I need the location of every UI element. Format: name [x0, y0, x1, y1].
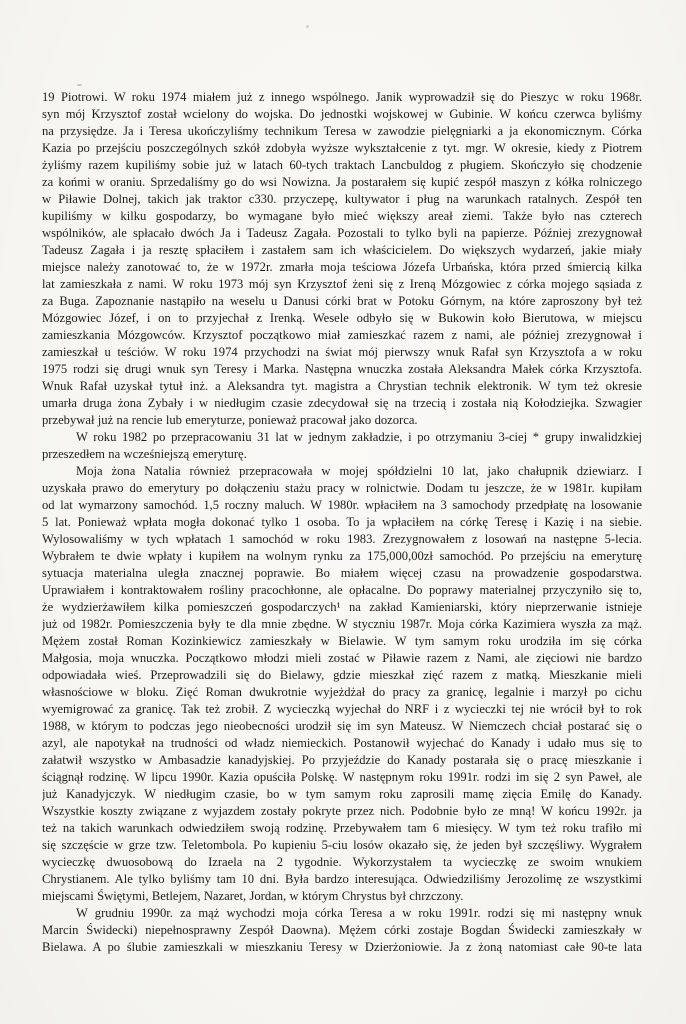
paragraph — [42, 463, 642, 905]
text-line: ściągnął rodzinę. W lipcu 1990r. Kazia opuściła Polskę. W następnym roku 1991r. rodzi im się 2 syn Paweł, ale — [42, 770, 642, 784]
text-line: azyl, ale napotykał na trudności od władz niemieckich. Postanowił wyjechać do Kanady i udało mus się to — [42, 736, 642, 750]
text-line: się szczęście w grze tzw. Teletombola. Po kupieniu 5-ciu losów okazało się, że jeden był szczęśliwy. Wygrałem — [42, 838, 642, 852]
text-line: od lat wymarzony samochód. 1,5 roczny maluch. W 1980r. wpłaciłem na 3 samochody przedpłatę na losowanie — [42, 498, 642, 512]
text-line: Mężem został Roman Kozinkiewicz zamieszkały w Bielawie. W tym samym roku urodziła im się córka — [42, 634, 642, 648]
text-line: za końmi w oraniu. Sprzedaliśmy go do wsi Nowizna. Ja postarałem się kupić zespół maszyn z kółka rolniczego — [42, 175, 642, 189]
paragraph — [42, 429, 642, 463]
text-line: 1975 rodzi się drugi wnuk syn Teresy i Marka. Następna wnuczka została Aleksandra Małek córka Krzysztofa. — [42, 362, 642, 376]
scan-speck — [77, 84, 82, 86]
text-line: 1988, w którym to podczas jego nieobecności urodził się im syn Mateusz. W Niemczech chciał postarać się o — [42, 719, 642, 733]
text-line: Uprawiałem i kontraktowałem rośliny pracochłonne, ale opłacalne. Do poprawy materialnej przyczyniło się to, — [42, 583, 642, 597]
text-line: też na takich warunkach odwiedziłem swoją rodzinę. Przebywałem tam 6 miesięcy. W tym też roku trafiło mi — [42, 821, 642, 835]
paragraph — [42, 89, 642, 429]
text-line: odpowiadała wieś. Przeprowadzili się do Bielawy, gdzie mieszkał zięć razem z matką. Mieszkanie mieli — [42, 668, 642, 682]
text-line: już Kanadyjczyk. W niedługim czasie, bo w tym samym roku zaprosili mamę zięcia Emilę do Kanady. — [42, 787, 642, 801]
text-line: Bielawa. A po ślubie zamieszkali w mieszkaniu Teresy w Dzierżoniowie. Ja z żoną natomiast całe 90-te lata — [42, 940, 642, 954]
text-line: na przysiędze. Ja i Teresa ukończyliśmy technikum Teresa w zawodzie pielęgniarki a ja ekonomicznym. Córka — [42, 124, 642, 138]
text-line: sytuacja materialna uległa znacznej poprawie. Bo miałem więcej czasu na prowadzenie gospodarstwa. — [42, 566, 642, 580]
text-line: W roku 1982 po przepracowaniu 31 lat w jednym zakładzie, i po otrzymaniu 3-ciej * grupy inwalidzkiej — [76, 430, 642, 444]
text-line: uzyskała prawo do emerytury po dołączeniu stażu pracy w rolnictwie. Dodam tu jeszcze, że w 1981r. kupiłam — [42, 481, 642, 495]
paragraph — [42, 905, 642, 956]
scan-speck — [306, 25, 309, 28]
text-line: zamieszkał u teściów. W roku 1974 przychodzi na świat mój pierwszy wnuk Rafał syn Krzysztofa a w roku — [42, 345, 642, 359]
text-line: za Buga. Zapoznanie nastąpiło na weselu u Danusi córki brat w Potoku Górnym, na które zaproszony był też — [42, 294, 642, 308]
text-line: Marcin Świdecki) niepełnosprawny Zespół Daowna). Mężem córki zostaje Bogdan Świdecki zamieszkały w — [42, 923, 642, 937]
text-line: że wydzierżawiłem kilka pomieszczeń gospodarczych¹ na zakład Kamieniarski, który nieprzerwanie istnieje — [42, 600, 642, 614]
text-line: Tadeusz Zagała i ja resztę spłaciłem i zastałem sam ich właścicielem. Do większych wydarzeń, jakie miały — [42, 243, 642, 257]
text-line: zamieszkania Mózgowców. Krzysztof początkowo miał zamieszkać razem z nami, ale później zrezygnował i — [42, 328, 642, 342]
text-line: Mózgowiec Józef, i on to przyjechał z Irenką. Wesele odbyło się w Bukowin koło Bierutowa, w miejscu — [42, 311, 642, 325]
text-line: Kazia po przejściu poszczególnych szkół zdobyła wyższe wykształcenie z tyt. mgr. W okresie, kiedy z Piotrem — [42, 141, 642, 155]
text-line: Moja żona Natalia również przepracowała w mojej spółdzielni 10 lat, jako chałupnik dziewiarz. I — [76, 464, 642, 478]
text-line: Małgosia, moja wnuczka. Początkowo młodzi mieli zostać w Piławie razem z Nami, ale zięciowi nie bardzo — [42, 651, 642, 665]
text-line: kupiliśmy w kilku gospodarzy, bo wymagane było mieć większy areał ziemi. Także było nas czterech — [42, 209, 642, 223]
text-line: umarła druga żona Zybały i w niedługim czasie zdecydował się na trzecią i została nią Kołodziejka. Szwagier — [42, 396, 642, 410]
text-line: przebywał już na rencie lub emeryturze, ponieważ pracował jako dozorca. — [42, 413, 418, 427]
text-line: Chrystianem. Ale tylko byliśmy tam 10 dni. Była bardzo interesująca. Odwiedziliśmy Jerozolimę ze wszystkimi — [42, 872, 642, 886]
text-line: załatwił wszystko w Ambasadzie kanadyjskiej. Po przyjeździe do Kanady postarała się o pracę mieszkanie i — [42, 753, 642, 767]
text-line: wspólników, ale spłacało dwóch Ja i Tadeusz Zagała. Pozostali to tylko byli na papierze. Później zrezygnował — [42, 226, 642, 240]
text-line: lat zamieszkała z nami. W roku 1973 mój syn Krzysztof żeni się z Ireną Mózgowiec z córka mojego sąsiada z — [42, 277, 642, 291]
text-line: Wnuk Rafał uzyskał tytuł inż. a Aleksandra tyt. magistra a Chrystian technik elektronik. W tym też okresie — [42, 379, 642, 393]
text-line: Wszystkie koszty związane z wyjazdem zostały pokryte przez nich. Podobnie było ze mną! W końcu 1992r. ja — [42, 804, 642, 818]
text-line: Wybrałem te dwie wpłaty i kupiłem na wolnym rynku za 175,000,00zł samochód. Po przejściu na emeryturę — [42, 549, 642, 563]
text-line: miejscami Świętymi, Betlejem, Nazaret, Jordan, w którym Chrystus był chrzczony. — [42, 889, 464, 903]
text-line: W grudniu 1990r. za mąż wychodzi moja córka Teresa a w roku 1991r. rodzi się mi następny wnuk — [76, 906, 642, 920]
text-line: własnościowe w bloku. Zięć Roman dwukrotnie wyjeżdżał do pracy za granicę, legalnie i marzył po cichu — [42, 685, 642, 699]
text-line: wycieczkę dwuosobową do Izraela na 2 tygodnie. Wykorzystałem ta wycieczkę ze swoim wnukiem — [42, 855, 642, 869]
text-line: przeszedłem na wcześniejszą emeryturę. — [42, 447, 247, 461]
text-line: Wylosowaliśmy w tych wpłatach 1 samochód w roku 1983. Zrezygnowałem z losowań na następne 5-lecia. — [42, 532, 642, 546]
text-line: syn mój Krzysztof został wcielony do wojska. Do jednostki wojskowej w Gubinie. W końcu czerwca byliśmy — [42, 107, 642, 121]
document-body — [42, 89, 642, 956]
text-line: wyemigrować za granicę. Tak też zrobił. Z wycieczką wyjechał do NRF i z wycieczki tej nie wrócił był to rok — [42, 702, 642, 716]
text-line: 19 Piotrowi. W roku 1974 miałem już z innego wspólnego. Janik wyprowadził się do Pieszyc w roku 1968r. — [42, 90, 642, 104]
text-line: w Piławie Dolnej, takich jak traktor c330. przyczepę, kultywator i pług na warunkach ratalnych. Zespół ten — [42, 192, 642, 206]
text-line: żyliśmy razem kupiliśmy sobie już w latach 60-tych traktach Lancbuldog z pługiem. Skończyło się chodzenie — [42, 158, 642, 172]
text-line: już od 1982r. Pomieszczenia były te dla mnie zbędne. W styczniu 1987r. Moja córka Kazimiera wyszła za mąż. — [42, 617, 642, 631]
text-line: 5 lat. Ponieważ wpłata mogła dokonać tylko 1 osoba. To ja wpłaciłem na córkę Teresę i Kazię i na siebie. — [42, 515, 642, 529]
text-line: miejsce należy zanotować to, że w 1972r. zmarła moja teściowa Józefa Urbańska, która przed śmiercią kilka — [42, 260, 642, 274]
